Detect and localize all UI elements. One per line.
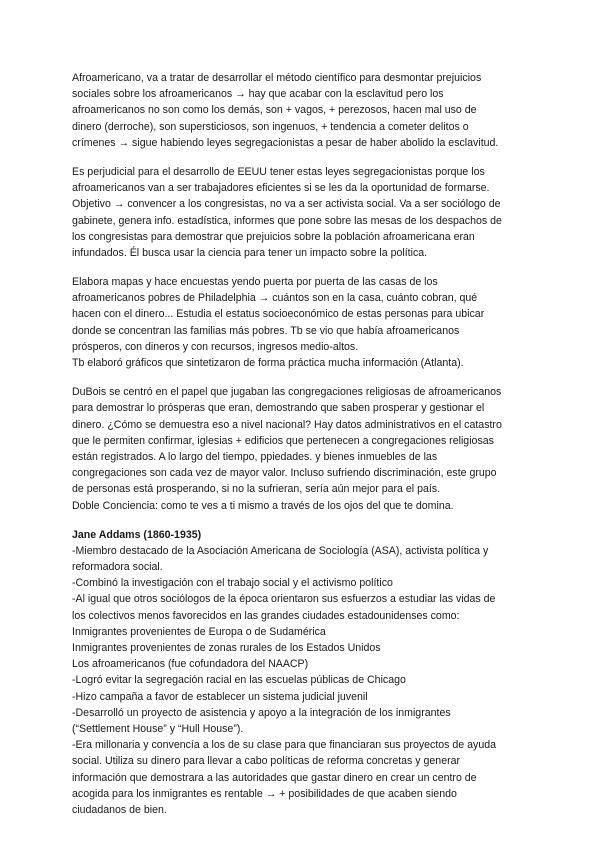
text-line: congregaciones son cada vez de mayor valor. Incluso sufriendo discriminación, este grupo bbox=[72, 467, 497, 480]
text-line: hacen con el dinero... Estudia el estatus socioeconómico de estas personas para ubicar bbox=[72, 308, 485, 321]
paragraph-method bbox=[72, 70, 532, 151]
list-item: Los afroamericanos (fue cofundadora del NAACP) bbox=[72, 658, 309, 671]
text-line: de personas está prosperando, si no la sufrieran, sería aún mejor para el país. bbox=[72, 483, 441, 496]
paragraph-dubois bbox=[72, 384, 532, 514]
text-line: DuBois se centró en el papel que jugaban las congregaciones religiosas de afroamericanos bbox=[72, 386, 502, 399]
list-item: acogida para los inmigrantes es rentable → + posibilidades de que acaben siendo bbox=[72, 787, 457, 800]
section-jane-addams bbox=[72, 527, 532, 818]
list-item: -Era millonaria y convencía a los de su clase para que financiaran sus proyectos de ayuda bbox=[72, 739, 496, 752]
text-line: que le permiten confirmar, iglesias + edificios que pertenecen a congregaciones religiosas bbox=[72, 434, 494, 447]
text-line: Doble Conciencia: como te ves a ti mismo a través de los ojos del que te domina. bbox=[72, 499, 454, 512]
text-line: gabinete, genera info. estadística, informes que pone sobre las mesas de los despachos de bbox=[72, 214, 502, 227]
list-item: -Al igual que otros sociólogos de la época orientaron sus esfuerzos a estudiar las vidas de bbox=[72, 593, 496, 606]
text-line: prósperos, con dineros y con recursos, ingresos medio-altos. bbox=[72, 340, 359, 353]
text-line: para demostrar lo prósperas que eran, demostrando que saben prosperar y gestionar el bbox=[72, 402, 485, 415]
text-line: donde se concentran las familias más pobres. Tb se vio que había afroamericanos bbox=[72, 324, 460, 337]
text-line: dinero. ¿Cómo se demuestra eso a nivel nacional? Hay datos administrativos en el catastro bbox=[72, 418, 502, 431]
list-item: -Combinó la investigación con el trabajo social y el activismo político bbox=[72, 577, 393, 590]
list-item: social. Utiliza su dinero para llevar a cabo políticas de reforma concretas y generar bbox=[72, 755, 461, 768]
list-item: Inmigrantes provenientes de Europa o de Sudamérica bbox=[72, 625, 326, 638]
list-item: (“Settlement House” y “Hull House”). bbox=[72, 722, 244, 735]
text-line: crímenes → sigue habiendo leyes segregacionistas a pesar de haber abolido la esclavitud. bbox=[72, 136, 499, 149]
text-line: afroamericanos van a ser trabajadores eficientes si se les da la oportunidad de formarse. bbox=[72, 182, 490, 195]
text-line: Elabora mapas y hace encuestas yendo puerta por puerta de las casas de los bbox=[72, 276, 438, 289]
text-line: afroamericanos pobres de Philadelphia → cuántos son en la casa, cuánto cobran, qué bbox=[72, 292, 478, 305]
list-item: los colectivos menos favorecidos en las grandes ciudades estadounidenses como: bbox=[72, 609, 460, 622]
document-page bbox=[72, 70, 532, 831]
text-line: infundados. Él busca usar la ciencia para tener un impacto sobre la política. bbox=[72, 246, 428, 259]
text-line: Objetivo → convencer a los congresistas, no va a ser activista social. Va a ser sociólogo de bbox=[72, 198, 501, 211]
text-line: Afroamericano, va a tratar de desarrollar el método científico para desmontar prejuicios bbox=[72, 72, 482, 84]
paragraph-segregation bbox=[72, 164, 532, 261]
list-item: Inmigrantes provenientes de zonas rurales de los Estados Unidos bbox=[72, 642, 381, 654]
list-item: -Desarrolló un proyecto de asistencia y apoyo a la integración de los inmigrantes bbox=[72, 706, 451, 719]
section-heading: Jane Addams (1860-1935) bbox=[72, 528, 202, 541]
text-line: están registrados. A lo largo del tiempo, ppiedades. y bienes inmuebles de las bbox=[72, 450, 438, 463]
list-item: información que demostrara a las autoridades que gastar dinero en crear un centro de bbox=[72, 771, 477, 784]
text-line: los congresistas para demostrar que prejuicios sobre la población afroamericana eran bbox=[72, 230, 475, 243]
list-item: -Miembro destacado de la Asociación Americana de Sociología (ASA), activista política y bbox=[72, 544, 489, 557]
paragraph-philadelphia bbox=[72, 274, 532, 371]
list-item: reformadora social. bbox=[72, 561, 163, 574]
text-line: sociales sobre los afroamericanos → hay que acabar con la esclavitud pero los bbox=[72, 88, 444, 101]
text-line: afroamericanos no son como los demás, son + vagos, + perezosos, hacen mal uso de bbox=[72, 104, 477, 117]
text-line: Es perjudicial para el desarrollo de EEUU tener estas leyes segregacionistas porque los bbox=[72, 165, 485, 178]
list-item: -Logró evitar la segregación racial en las escuelas públicas de Chicago bbox=[72, 674, 406, 687]
list-item: ciudadanos de bien. bbox=[72, 803, 167, 816]
list-item: -Hizo campaña a favor de establecer un sistema judicial juvenil bbox=[72, 690, 368, 703]
text-line: Tb elaboró gráficos que sintetizaron de forma práctica mucha información (Atlanta). bbox=[72, 357, 464, 369]
text-line: dinero (derroche), son supersticiosos, son ingenuos, + tendencia a cometer delitos o bbox=[72, 120, 469, 133]
